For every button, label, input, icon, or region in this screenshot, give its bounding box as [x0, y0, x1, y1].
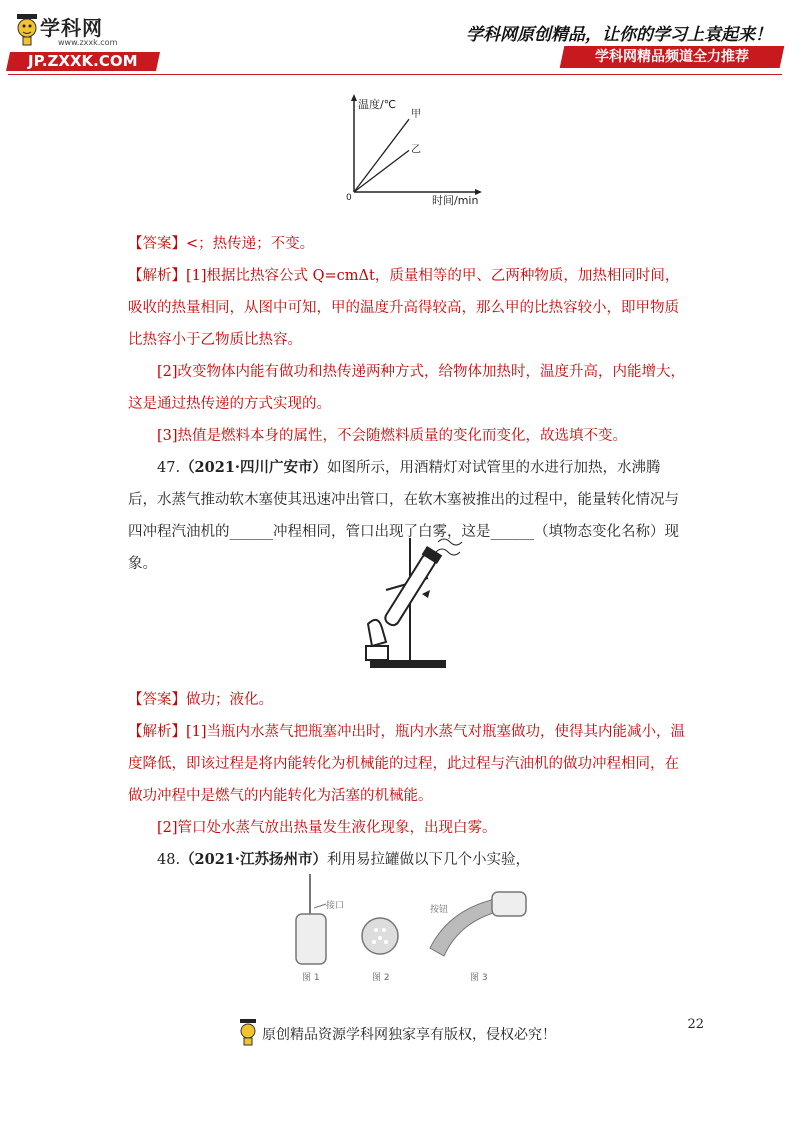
q48-number: 48. — [157, 852, 181, 868]
footer-mascot-icon — [238, 1018, 258, 1046]
header-divider — [8, 74, 782, 75]
q47-source: （2021·四川广安市） — [180, 459, 327, 476]
series-label-2: 乙 — [411, 144, 421, 156]
fig2-label: 图 2 — [372, 973, 390, 983]
q48-text: 利用易拉罐做以下几个小实验， — [326, 852, 530, 868]
fig1-note: 接口 — [326, 901, 345, 911]
page-number: 22 — [687, 1017, 704, 1032]
slogan: 学科网原创精品，让你的学习上袁起来！ — [466, 25, 772, 45]
footer-copyright: 原创精品资源学科网独家享有版权，侵权必究！ — [262, 1027, 556, 1043]
q46-analysis-3: [3]热值是燃料本身的属性，不会随燃料质量的变化而变化，故选填不变。 — [157, 428, 628, 444]
recommend-banner — [560, 46, 785, 68]
logo-subtext: www.zxxk.com — [58, 38, 118, 47]
q46-analysis-1: 【解析】[1]根据比热容公式 Q=cmΔt，质量相等的甲、乙两种物质，加热相同时间，吸收的热量相同，从图中可知，甲的温度升高得较高，那么甲的比热容较小，即甲物质比热容小于乙物质比热容。 — [128, 268, 680, 348]
fig1-label: 图 1 — [302, 973, 320, 983]
site-banner[interactable] — [6, 52, 160, 71]
temperature-time-chart — [330, 92, 500, 212]
origin-label: 0 — [346, 193, 352, 203]
q47-number: 47. — [157, 460, 181, 476]
series-label-1: 甲 — [411, 109, 421, 121]
can-experiments-figure — [280, 868, 540, 988]
q47-analysis-2: [2]管口处水蒸气放出热量发生液化现象，出现白雾。 — [157, 820, 497, 836]
logo-mascot-icon — [14, 12, 40, 46]
logo-text: 学科网 — [40, 16, 103, 40]
fig3-note: 按钮 — [430, 905, 449, 915]
q47-answer: 【答案】做功；液化。 — [128, 692, 273, 708]
x-axis-label: 时间/min — [432, 194, 479, 207]
q47-text: 如图所示，用酒精灯对试管里的水进行加热，水沸腾后，水蒸气推动软木塞使其迅速冲出管口，在软木塞被推出的过程中，能量转化情况与四冲程汽油机的______冲程相同，管口出现了白雾，这是______（填物态变化名称）现象。 — [128, 460, 679, 572]
test-tube-apparatus-figure — [350, 532, 470, 672]
y-axis-label: 温度/℃ — [358, 98, 397, 111]
y-axis-arrow — [351, 94, 357, 101]
fig3-label: 图 3 — [470, 973, 488, 983]
recommend-text: 学科网精品频道全力推荐 — [595, 49, 749, 65]
site-banner-text: JP.ZXXK.COM — [28, 52, 138, 70]
q47-analysis-1: 【解析】[1]当瓶内水蒸气把瓶塞冲出时，瓶内水蒸气对瓶塞做功，使得其内能减小，温度降低，即该过程是将内能转化为机械能的过程，此过程与汽油机的做功冲程相同，在做功冲程中是燃气的内能转化为活塞的机械能。 — [128, 724, 686, 804]
series-line-1 — [354, 119, 409, 192]
q48-source: （2021·江苏扬州市） — [180, 851, 327, 868]
q46-analysis-2: [2]改变物体内能有做功和热传递两种方式，给物体加热时，温度升高，内能增大，这是通过热传递的方式实现的。 — [128, 364, 686, 412]
q46-answer: 【答案】<；热传递；不变。 — [128, 236, 315, 252]
